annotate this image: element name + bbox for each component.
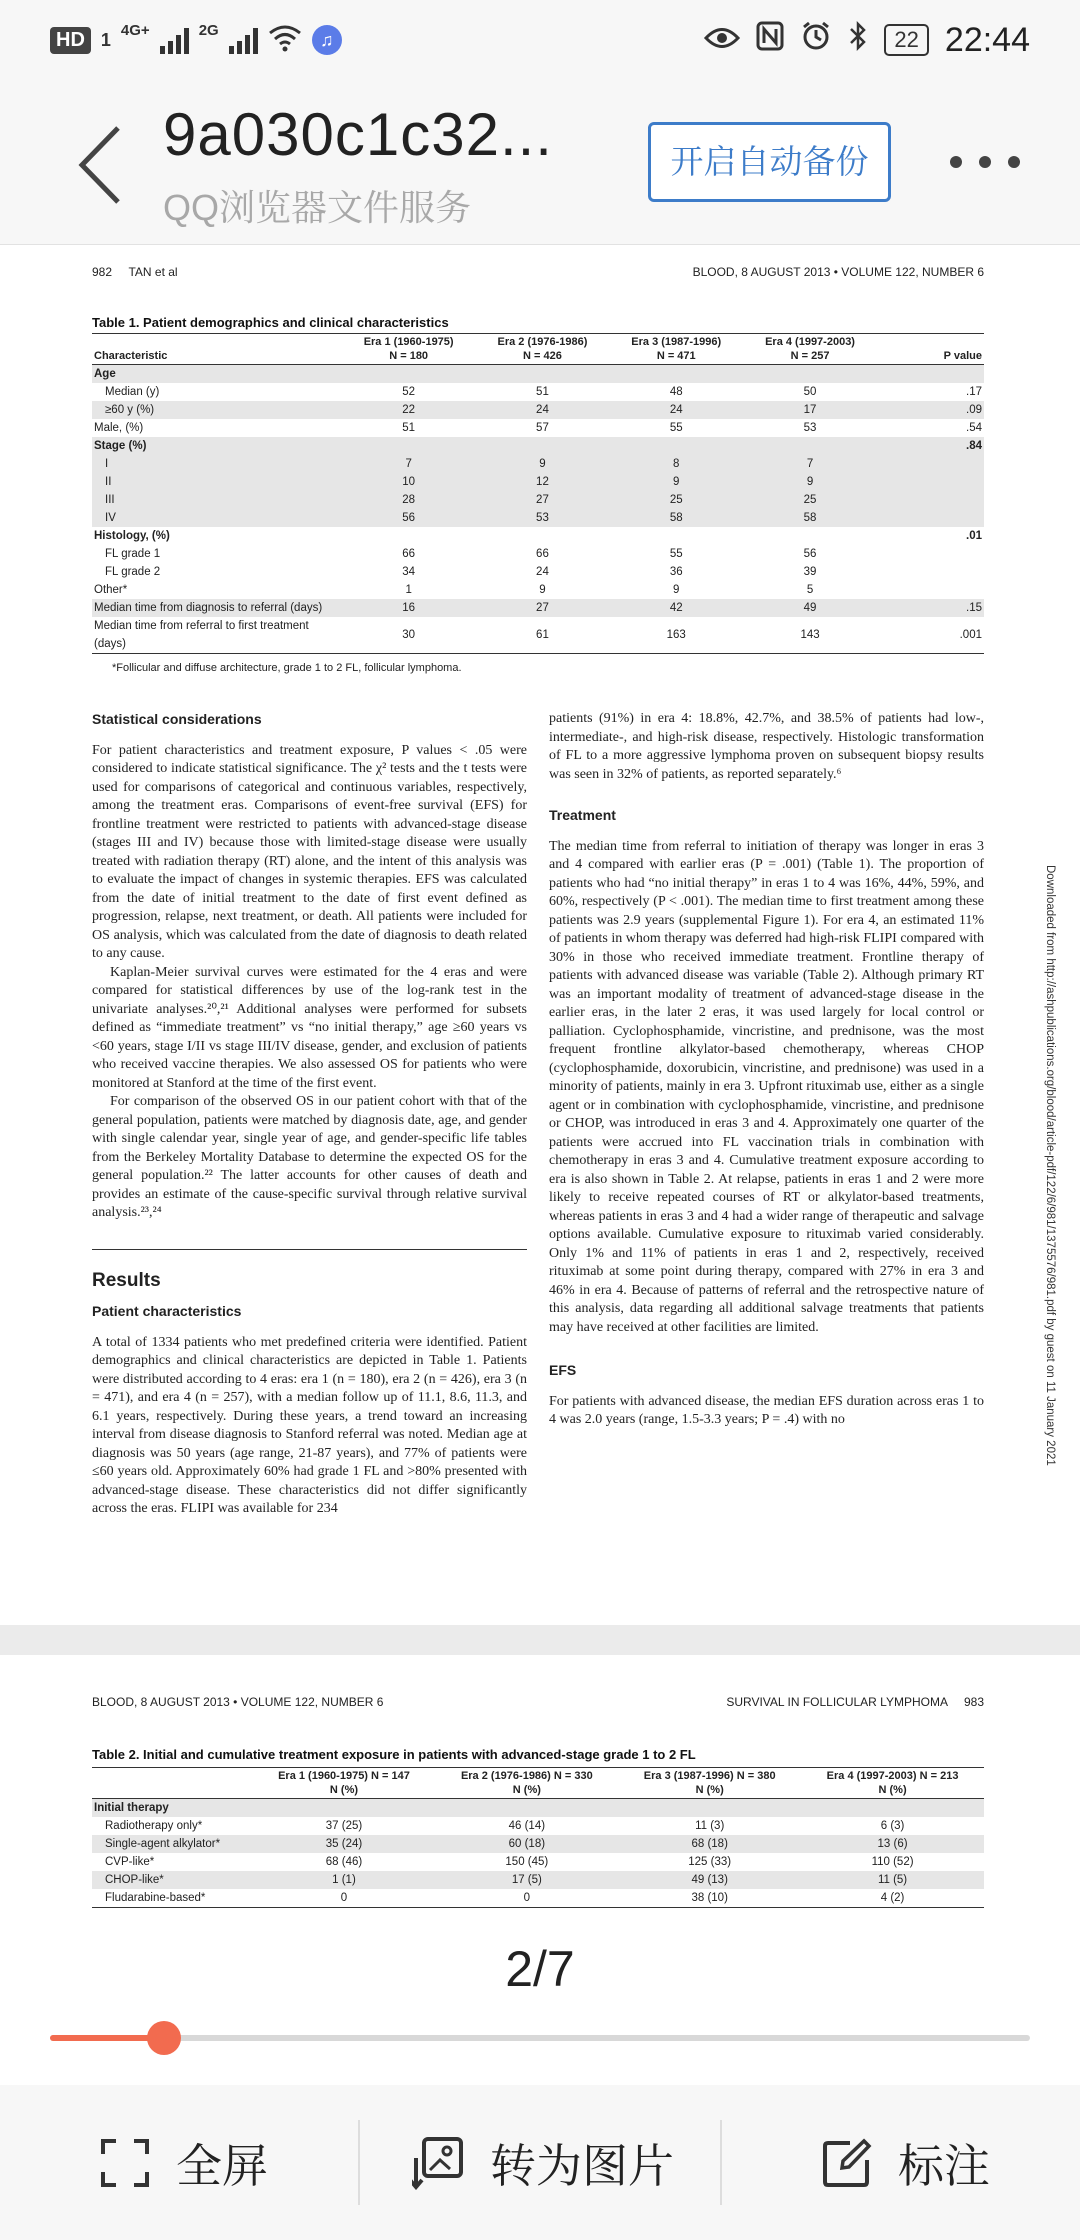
row-label: Median time from referral to first treatment (days) bbox=[94, 620, 309, 650]
table-cell: 36 bbox=[669, 566, 683, 578]
table2-title: Table 2. Initial and cumulative treatment exposure in patients with advanced-stage grade 1 to 2 FL bbox=[92, 1747, 696, 1762]
nfc-icon bbox=[756, 21, 784, 60]
table-cell bbox=[877, 365, 984, 384]
page-slider[interactable] bbox=[50, 2035, 1030, 2041]
table-row bbox=[92, 563, 984, 581]
annotate-button[interactable] bbox=[822, 2085, 990, 2240]
more-menu-button[interactable] bbox=[950, 145, 1020, 179]
more-dot-icon bbox=[1008, 156, 1020, 168]
table-cell bbox=[342, 527, 476, 545]
table-cell: .01 bbox=[966, 530, 982, 542]
table-cell: 48 bbox=[669, 386, 683, 398]
hd-badge: HD bbox=[50, 27, 91, 54]
annotate-edit-icon bbox=[822, 2138, 872, 2188]
fullscreen-icon bbox=[100, 2138, 150, 2188]
app-header bbox=[0, 80, 1080, 245]
table-cell: 9 bbox=[609, 473, 743, 491]
table-row bbox=[92, 545, 984, 563]
table-row bbox=[92, 419, 984, 437]
table-cell bbox=[877, 581, 984, 599]
table-cell: 110 (52) bbox=[871, 1856, 914, 1868]
heading-results: Results bbox=[92, 1269, 161, 1291]
row-label: CVP-like* bbox=[105, 1856, 155, 1868]
table-cell bbox=[476, 437, 610, 455]
table-cell: 13 (6) bbox=[801, 1835, 984, 1853]
table-cell bbox=[743, 437, 877, 455]
paragraph-patient-1: A total of 1334 patients who met predefined criteria were identified. Patient demographics and clinical characteristics are depicted in Table 1. Patients were distributed according to 4 eras: era 1 (n = 180), era 2 (n = 426), era 3 (n = 471), and era 4 (n = 257), with a median follow up of 11.1, 8.6, 11.3, and 6.1 years, respectively. During these years, a trend toward an increasing interval from disease diagnosis to Stanford referral was noted. Median age at diagnosis was 50 years (age range, 21-87 years), and 77% of patients were ≤60 years old. Approximately 60% had grade 1 FL and >80% presented with advanced-stage disease. These characteristics did not differ significantly across the eras. FLIPI was available for 234 bbox=[92, 1334, 527, 1516]
table-cell: 25 bbox=[609, 491, 743, 509]
row-label: Fludarabine-based* bbox=[105, 1892, 206, 1904]
table-cell: 53 bbox=[476, 509, 610, 527]
table-cell: 125 (33) bbox=[688, 1856, 732, 1868]
table-cell: 61 bbox=[536, 629, 549, 641]
table-row bbox=[92, 1835, 984, 1853]
table-cell: 56 bbox=[342, 509, 476, 527]
document-page-983 bbox=[0, 1655, 1080, 1935]
row-label: Male, (%) bbox=[94, 422, 144, 434]
table-row bbox=[92, 473, 984, 491]
page-navigator bbox=[0, 1935, 1080, 2085]
table-row bbox=[92, 509, 984, 527]
right-column bbox=[549, 710, 984, 1430]
table-cell bbox=[618, 1799, 801, 1818]
toolbar-divider bbox=[358, 2120, 360, 2205]
more-dot-icon bbox=[979, 156, 991, 168]
running-header-left: BLOOD, 8 AUGUST 2013 • VOLUME 122, NUMBER 6 bbox=[92, 1695, 384, 1709]
sim1-label: 1 bbox=[100, 29, 111, 50]
table-cell bbox=[877, 563, 984, 581]
column-header: Era 1 (1960-1975) N = 147 N (%) bbox=[278, 1770, 410, 1796]
eye-icon bbox=[704, 21, 740, 60]
table-cell: 35 (24) bbox=[253, 1835, 436, 1853]
table-cell: 25 bbox=[743, 491, 877, 509]
table-row bbox=[92, 1817, 984, 1835]
row-label: ≥60 y (%) bbox=[92, 401, 342, 419]
table-row bbox=[92, 599, 984, 617]
column-header: Era 3 (1987-1996) N = 471 bbox=[631, 336, 722, 362]
row-label: Stage (%) bbox=[92, 437, 342, 455]
table-cell: 7 bbox=[342, 455, 476, 473]
download-side-note: Downloaded from http://ashpublications.org/blood/article-pdf/122/6/981/1375576/981.pdf by guest on 11 January 2021 bbox=[1044, 865, 1056, 1466]
table-cell bbox=[743, 527, 877, 545]
running-header-right: BLOOD, 8 AUGUST 2013 • VOLUME 122, NUMBER 6 bbox=[692, 265, 984, 279]
fullscreen-button[interactable] bbox=[100, 2085, 268, 2240]
table-row bbox=[92, 437, 984, 455]
wifi-icon bbox=[268, 24, 302, 57]
row-label: Median (y) bbox=[105, 386, 160, 398]
table-cell bbox=[342, 365, 476, 384]
table-cell bbox=[476, 365, 610, 384]
table-cell: 22 bbox=[342, 401, 476, 419]
table-cell: 68 (18) bbox=[618, 1835, 801, 1853]
alarm-icon bbox=[800, 20, 832, 61]
table-cell: 12 bbox=[476, 473, 610, 491]
signal-icon-2 bbox=[229, 26, 258, 54]
more-dot-icon bbox=[950, 156, 962, 168]
bluetooth-icon bbox=[848, 20, 868, 61]
table-cell: 57 bbox=[536, 422, 549, 434]
table-cell bbox=[476, 527, 610, 545]
table-cell: 24 bbox=[609, 401, 743, 419]
table-cell: 49 bbox=[743, 599, 877, 617]
table-cell: 6 (3) bbox=[880, 1820, 905, 1832]
table1-title: Table 1. Patient demographics and clinical characteristics bbox=[92, 315, 449, 330]
table-row bbox=[92, 581, 984, 599]
left-column bbox=[92, 710, 527, 1519]
toolbar-divider bbox=[720, 2120, 722, 2205]
table-cell: 27 bbox=[476, 491, 610, 509]
row-label: Initial therapy bbox=[92, 1799, 253, 1818]
table-cell: 16 bbox=[342, 599, 476, 617]
table-row bbox=[92, 401, 984, 419]
table-row bbox=[92, 1853, 984, 1871]
table-cell: 27 bbox=[476, 599, 610, 617]
status-time: 22:44 bbox=[944, 20, 1030, 59]
table-cell: 17 (5) bbox=[435, 1871, 618, 1889]
chevron-left-icon bbox=[70, 120, 130, 210]
column-header bbox=[92, 1768, 253, 1799]
table-cell: 60 (18) bbox=[435, 1835, 618, 1853]
table-row bbox=[92, 1799, 984, 1818]
table-cell: 58 bbox=[743, 509, 877, 527]
section-divider bbox=[92, 1249, 527, 1250]
file-source-subtitle: QQ浏览器文件服务 bbox=[163, 187, 472, 228]
table-row bbox=[92, 527, 984, 545]
file-title: 9a030c1c32... bbox=[163, 101, 553, 168]
signal-icon bbox=[160, 26, 189, 54]
row-label: II bbox=[92, 473, 342, 491]
convert-to-image-button[interactable] bbox=[412, 2085, 674, 2240]
table-cell: 56 bbox=[803, 548, 817, 560]
page-slider-handle[interactable] bbox=[147, 2021, 181, 2055]
row-label: CHOP-like* bbox=[92, 1871, 253, 1889]
table-cell: 30 bbox=[402, 629, 416, 641]
heading-patient-characteristics: Patient characteristics bbox=[92, 1303, 242, 1319]
table-cell: 51 bbox=[536, 386, 549, 398]
table-cell: 51 bbox=[402, 422, 416, 434]
table-cell: 163 bbox=[666, 629, 686, 641]
paragraph-right-1: patients (91%) in era 4: 18.8%, 42.7%, and 38.5% of patients had low-, intermediate-, and high-risk disease, respectively. Histologic transformation of FL to a more aggressive lymphoma proven on subsequent biopsy results was seen in 32% of patients, as reported separately.⁶ bbox=[549, 711, 984, 782]
table-cell: 66 bbox=[402, 548, 416, 560]
table-cell: .17 bbox=[966, 386, 982, 398]
table-row bbox=[92, 491, 984, 509]
heading-treatment: Treatment bbox=[549, 807, 616, 823]
table-row bbox=[92, 455, 984, 473]
table-cell: 1 (1) bbox=[253, 1871, 436, 1889]
auto-backup-button[interactable]: 开启自动备份 bbox=[648, 122, 891, 202]
table-row bbox=[92, 383, 984, 401]
heading-statistical-considerations: Statistical considerations bbox=[92, 711, 262, 727]
running-header-right: SURVIVAL IN FOLLICULAR LYMPHOMA 983 bbox=[726, 1695, 984, 1709]
table-cell bbox=[342, 437, 476, 455]
paragraph-treatment: The median time from referral to initiation of therapy was longer in eras 3 and 4 compared with earlier eras (P = .001) (Table 1). The proportion of patients who had “no initial therapy” in eras 1 to 4 was 16%, 44%, 59%, and 60%, respectively (P < .001). The median time to first treatment among these patients was 2.9 years (supplemental Figure 1). For era 4, an estimated 11% of patients in whom therapy was deferred had high-risk FLIPI compared with 30% in those who received immediate treatment. Frontline therapy of patients with advanced disease was variable (Table 2). Although primary RT was an important modality of treatment of advanced-stage disease in the earlier eras, in the later 2 eras, it was used largely for local control or palliation. Cyclophosphamide, vincristine, and prednisone, was the most frequent frontline alkylator-based chemotherapy, whereas CHOP (cyclophosphamide, doxorubicin, vincristine, and prednisone) was used in a minority of patients, mainly in era 3. Upfront rituximab use, either as a single agent or in combination with cyclophosphamide, vincristine, and prednisone or CHOP, was introduced in eras 3 and 4. Approximately one quarter of the patients were accrued into FL vaccination trials in combination with chemotherapy in eras 3 and 4. Cumulative treatment exposure according to era is also shown in Table 2. At relapse, patients in eras 1 and 2 were more likely to receive repeated courses of RT or alkylator-based treatments, whereas patients in eras 3 and 4 had a wider range of therapeutic and salvage options available. Cumulative exposure to rituximab varied considerably. Only 1% and 11% of patients in eras 1 and 2, respectively, received rituximab at some point during therapy, compared with 27% in era 3 and 46% in era 4. Because of patterns of referral and the retrospective nature of this analysis, data regarding all additional salvage treatments that patients may have received at other facilities are limited. bbox=[549, 838, 984, 1335]
page-indicator: 2/7 bbox=[505, 1941, 575, 1997]
table-cell: 0 bbox=[523, 1892, 531, 1904]
table-cell bbox=[877, 509, 984, 527]
table-cell bbox=[877, 545, 984, 563]
table-cell: 50 bbox=[803, 386, 817, 398]
table-cell bbox=[877, 473, 984, 491]
table-cell: 46 (14) bbox=[508, 1820, 546, 1832]
row-label: IV bbox=[92, 509, 342, 527]
back-button[interactable] bbox=[70, 120, 130, 210]
to-image-label: 转为图片 bbox=[490, 2139, 674, 2192]
fullscreen-label: 全屏 bbox=[176, 2139, 268, 2192]
row-label: Radiotherapy only* bbox=[105, 1820, 203, 1832]
row-label: Age bbox=[92, 365, 342, 384]
table-cell: .84 bbox=[877, 437, 984, 455]
table-cell: .54 bbox=[966, 422, 982, 434]
running-header-left: 982 TAN et al bbox=[92, 265, 178, 279]
table-row bbox=[92, 1871, 984, 1889]
table-cell: .15 bbox=[877, 599, 984, 617]
row-label: FL grade 2 bbox=[105, 566, 161, 578]
page-gap bbox=[0, 1625, 1080, 1655]
table-cell: 53 bbox=[803, 422, 817, 434]
table-cell: 4 (2) bbox=[880, 1892, 905, 1904]
table-cell: 24 bbox=[476, 401, 610, 419]
table-cell bbox=[801, 1799, 984, 1818]
table-cell: 58 bbox=[609, 509, 743, 527]
annotate-label: 标注 bbox=[898, 2139, 990, 2192]
table-row bbox=[92, 365, 984, 384]
table-cell: 8 bbox=[609, 455, 743, 473]
paragraph-stat-3: For comparison of the observed OS in our patient cohort with that of the general population, patients were matched by diagnosis date, age, and gender with single calendar year, single year of age, and gender-specific life tables from the Berkeley Mortality Database to determine the expected OS for the general population.²² The latter accounts for other causes of death and provides an estimate of the cause-specific survival through relative survival analysis.²³,²⁴ bbox=[92, 1094, 527, 1220]
table-cell: 1 bbox=[405, 584, 412, 596]
row-label: Single-agent alkylator* bbox=[92, 1835, 253, 1853]
table-cell: 9 bbox=[673, 584, 680, 596]
row-label: FL grade 1 bbox=[105, 548, 161, 560]
table-cell: 0 bbox=[340, 1892, 348, 1904]
table-cell: 66 bbox=[536, 548, 549, 560]
table-cell: 11 (5) bbox=[801, 1871, 984, 1889]
table-cell bbox=[877, 491, 984, 509]
row-label: III bbox=[92, 491, 342, 509]
column-header: Era 3 (1987-1996) N = 380 N (%) bbox=[643, 1770, 776, 1796]
row-label: Median time from diagnosis to referral (days) bbox=[92, 599, 342, 617]
table1-footnote: *Follicular and diffuse architecture, grade 1 to 2 FL, follicular lymphoma. bbox=[112, 662, 462, 674]
table2 bbox=[92, 1767, 984, 1908]
table-cell: 34 bbox=[402, 566, 416, 578]
paragraph-efs: For patients with advanced disease, the median EFS duration across eras 1 to 4 was 2.0 years (range, 1.5-3.3 years; P = .4) with no bbox=[549, 1393, 984, 1427]
table-cell: 38 (10) bbox=[691, 1892, 728, 1904]
table-cell: 7 bbox=[743, 455, 877, 473]
table-cell: 68 (46) bbox=[325, 1856, 363, 1868]
table-cell: 39 bbox=[803, 566, 817, 578]
heading-efs: EFS bbox=[549, 1362, 577, 1378]
column-header: Era 2 (1976-1986) N = 330 N (%) bbox=[460, 1770, 593, 1796]
table-cell: 42 bbox=[609, 599, 743, 617]
bottom-toolbar bbox=[0, 2085, 1080, 2240]
column-header: Era 4 (1997-2003) N = 257 bbox=[765, 336, 855, 362]
paragraph-stat-1: For patient characteristics and treatment exposure, P values < .05 were considered to indicate statistical significance. The χ² tests and the t tests were used for comparisons of categorical and continuous variables, respectively, among the treatment eras. Comparisons of event-free survival (EFS) for frontline treatment were restricted to patients with advanced-stage disease (stages III and IV) because those with limited-stage disease were usually treated with radiation therapy (RT) alone, and the intent of this analysis was to evaluate the impact of changes in systemic therapies. EFS was calculated from the date of initial treatment to the date of first event defined as progression, relapse, next treatment, or death. All patients were included for OS analysis, which was calculated from the date of diagnosis to death related to any cause. bbox=[92, 742, 527, 961]
table-cell bbox=[253, 1799, 436, 1818]
table-cell bbox=[435, 1799, 618, 1818]
table-cell bbox=[609, 437, 743, 455]
table-cell: 28 bbox=[342, 491, 476, 509]
table-cell: 10 bbox=[342, 473, 476, 491]
table-cell: 55 bbox=[669, 422, 683, 434]
table-cell bbox=[609, 365, 743, 384]
document-page-982 bbox=[0, 245, 1080, 1625]
column-header: P value bbox=[943, 350, 982, 362]
battery-icon: 22 bbox=[884, 24, 928, 56]
image-convert-icon bbox=[412, 2136, 464, 2190]
table1 bbox=[92, 333, 984, 654]
table-cell: 5 bbox=[806, 584, 814, 596]
table-cell: 52 bbox=[402, 386, 416, 398]
table-row bbox=[92, 1889, 984, 1908]
row-label: I bbox=[92, 455, 342, 473]
table-cell bbox=[609, 527, 743, 545]
table-cell: .001 bbox=[959, 629, 982, 641]
network-4g-label: 4G+ bbox=[120, 21, 150, 39]
table-cell: 9 bbox=[743, 473, 877, 491]
table-cell: 37 (25) bbox=[325, 1820, 363, 1832]
table-cell: 143 bbox=[800, 629, 820, 641]
music-icon: ♫ bbox=[312, 25, 342, 55]
table-cell bbox=[877, 455, 984, 473]
row-label: Histology, (%) bbox=[94, 530, 170, 542]
network-2g-label: 2G bbox=[198, 21, 219, 39]
table-cell: 9 bbox=[539, 584, 546, 596]
status-bar bbox=[0, 0, 1080, 80]
column-header: Era 2 (1976-1986) N = 426 bbox=[497, 336, 588, 362]
column-header: Era 1 (1960-1975) N = 180 bbox=[363, 336, 454, 362]
table-cell: 150 (45) bbox=[505, 1856, 549, 1868]
table-cell: 49 (13) bbox=[618, 1871, 801, 1889]
column-header: Era 4 (1997-2003) N = 213 N (%) bbox=[826, 1770, 959, 1796]
table-cell: 11 (3) bbox=[695, 1820, 725, 1832]
table-cell: 55 bbox=[669, 548, 683, 560]
table-cell: 24 bbox=[536, 566, 549, 578]
row-label: Other* bbox=[94, 584, 128, 596]
table-row bbox=[92, 617, 984, 654]
table-cell: .09 bbox=[877, 401, 984, 419]
table-cell bbox=[743, 365, 877, 384]
table-cell: 9 bbox=[476, 455, 610, 473]
column-header: Characteristic bbox=[94, 350, 168, 362]
table-cell: 17 bbox=[743, 401, 877, 419]
paragraph-stat-2: Kaplan-Meier survival curves were estimated for the 4 eras and were compared for statistical differences by use of the log-rank test in the univariate analyses.²⁰,²¹ Additional analyses were performed for subsets defined as “immediate treatment” vs “no initial therapy,” age ≥60 years vs <60 years, stage I/II vs stage III/IV disease, gender, and exclusion of patients who received vaccine therapies. We also assessed OS for patients who were monitored at Stanford at the time of the first event. bbox=[92, 964, 527, 1091]
